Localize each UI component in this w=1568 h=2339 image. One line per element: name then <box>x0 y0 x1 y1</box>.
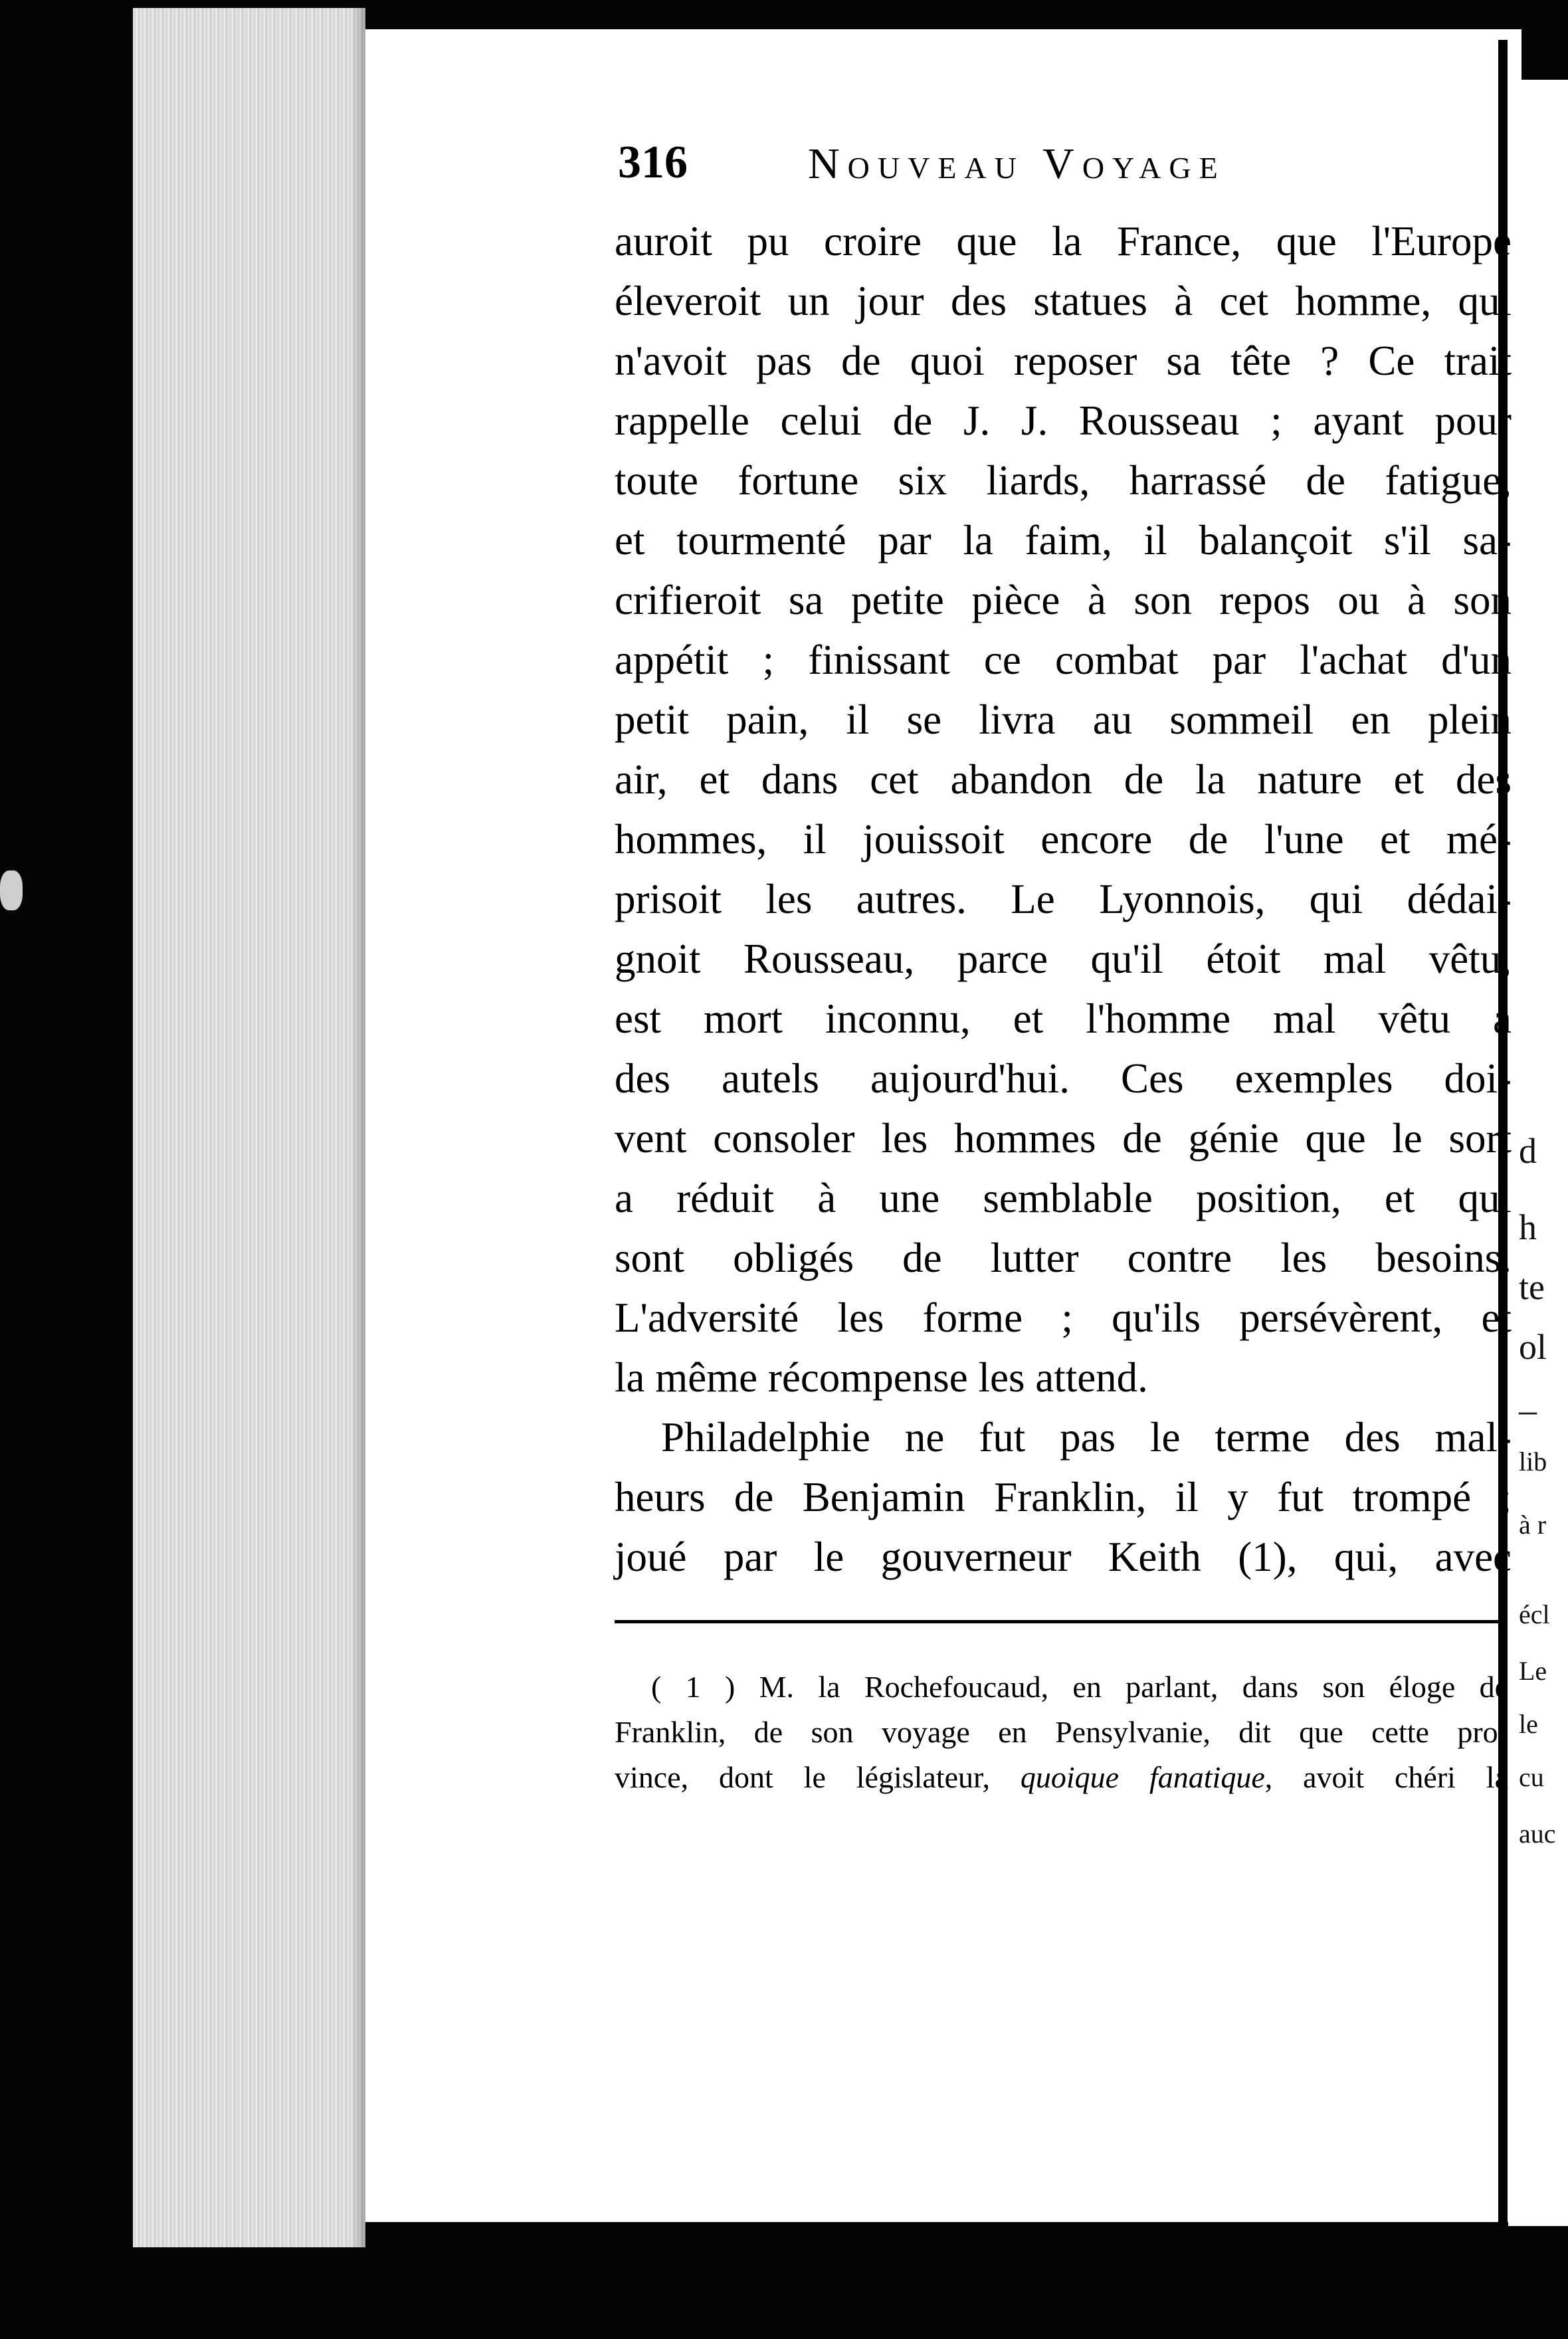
text-line: petit pain, il se livra au sommeil en plein <box>615 696 1512 743</box>
facing-page-sliver <box>1508 80 1568 2226</box>
text-line: air, et dans cet abandon de la nature et des <box>615 756 1512 803</box>
text-line: appétit ; finissant ce combat par l'achat d'un <box>615 637 1512 683</box>
text-line: n'avoit pas de quoi reposer sa tête ? Ce trait <box>615 338 1512 384</box>
text-line: éleveroit un jour des statues à cet homme, qui <box>615 278 1512 324</box>
page-stack-edge <box>133 8 365 2247</box>
text-line: hommes, il jouissoit encore de l'une et mé- <box>615 816 1512 863</box>
text-line: gnoit Rousseau, parce qu'il étoit mal vêtu, <box>615 936 1512 982</box>
text-line: et tourmenté par la faim, il balançoit s'il sa- <box>615 517 1512 563</box>
text-line: joué par le gouverneur Keith (1), qui, avec <box>615 1534 1512 1580</box>
footnote-text: vince, dont le législateur, <box>615 1760 990 1794</box>
text-line: vent consoler les hommes de génie que le sort <box>615 1115 1512 1162</box>
facing-fragment: – <box>1519 1390 1537 1430</box>
text-line: rappelle celui de J. J. Rousseau ; ayant pour <box>615 397 1512 444</box>
facing-fragment: h <box>1519 1207 1537 1247</box>
footnote-line: ( 1 ) M. la Rochefoucaud, en parlant, dans son éloge de <box>651 1670 1508 1704</box>
footnote <box>615 1665 1508 1800</box>
facing-fragment: cu <box>1519 1762 1544 1792</box>
body-text <box>615 211 1512 1587</box>
facing-fragment: Le <box>1519 1656 1547 1686</box>
facing-fragment: ol <box>1519 1327 1547 1367</box>
text-line: toute fortune six liards, harrassé de fatigue, <box>615 457 1512 504</box>
text-line: Philadelphie ne fut pas le terme des mal- <box>661 1414 1512 1461</box>
footnote-line <box>615 1755 1508 1800</box>
text-line: a réduit à une semblable position, et qui <box>615 1175 1512 1221</box>
footnote-text: , avoit chéri la <box>1264 1760 1508 1794</box>
text-line: est mort inconnu, et l'homme mal vêtu a <box>615 995 1512 1042</box>
scan-margin-mark <box>0 870 23 910</box>
text-line: heurs de Benjamin Franklin, il y fut trompé ; <box>615 1474 1512 1520</box>
footnote-italic-text: quoique fanatique <box>1020 1760 1265 1794</box>
page-number: 316 <box>618 137 688 188</box>
page-header <box>618 136 1369 196</box>
text-line: des autels aujourd'hui. Ces exemples doi- <box>615 1055 1512 1102</box>
footnote-rule <box>615 1620 1505 1623</box>
running-head: Nouveau Voyage <box>808 140 1226 188</box>
text-line: auroit pu croire que la France, que l'Europe <box>615 218 1512 264</box>
facing-fragment: lib <box>1519 1447 1547 1476</box>
page-edge-shadow <box>351 8 365 2247</box>
facing-fragment: d <box>1519 1131 1537 1171</box>
facing-fragment: te <box>1519 1267 1545 1307</box>
footnote-line: Franklin, de son voyage en Pensylvanie, dit que cette pro- <box>615 1715 1508 1749</box>
text-line: sont obligés de lutter contre les besoins. <box>615 1235 1512 1281</box>
text-line: crifieroit sa petite pièce à son repos ou à son <box>615 577 1512 623</box>
text-line: la même récompense les attend. <box>615 1354 1148 1401</box>
facing-fragment: écl <box>1519 1599 1550 1629</box>
text-line: prisoit les autres. Le Lyonnois, qui dédai- <box>615 876 1512 922</box>
facing-fragment: à r <box>1519 1510 1547 1540</box>
facing-fragment: le <box>1519 1709 1538 1739</box>
text-line: L'adversité les forme ; qu'ils persévèrent, et <box>615 1294 1512 1341</box>
facing-fragment: auc <box>1519 1819 1556 1849</box>
